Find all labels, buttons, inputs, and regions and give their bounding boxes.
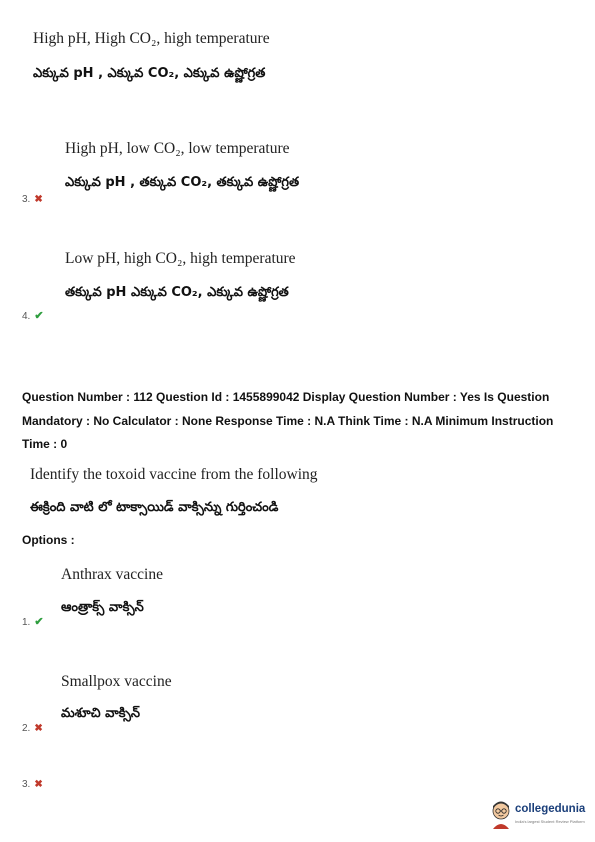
q-option-2-english: Smallpox vaccine [61,673,172,690]
q-option-3-number: 3. [22,779,31,790]
q-option-2-telugu: మశూచి వాక్సిన్ [61,706,140,721]
q-option-1-english: Anthrax vaccine [61,566,163,583]
option-4-marker [22,309,44,322]
wrong-cross-icon: ✖ [34,779,43,790]
q-option-3-marker [22,779,43,790]
correct-check-icon: ✔ [34,616,44,628]
option-2-english: High pH, High CO₂, high temperature [33,30,270,47]
question-meta-line-3: Time : 0 [22,437,68,451]
q-option-2-number: 2. [22,723,31,734]
option-4-english: Low pH, high CO₂, high temperature [65,250,296,267]
options-label: Options : [22,533,75,547]
q-option-1-telugu: ఆంత్రాక్స్ వాక్సిన్ [61,600,144,615]
logo-tagline: India's largest Student Review Platform [515,819,585,824]
correct-check-icon: ✔ [34,310,44,322]
wrong-cross-icon: ✖ [34,194,43,205]
option-3-english: High pH, low CO₂, low temperature [65,140,290,157]
q-option-2-marker [22,723,43,734]
option-2-telugu: ఎక్కువ pH , ఎక్కువ CO₂, ఎక్కువ ఉష్ణోగ్రత [33,66,266,81]
option-4-telugu: తక్కువ pH ఎక్కువ CO₂, ఎక్కువ ఉష్ణోగ్రత [65,285,289,300]
question-text-english: Identify the toxoid vaccine from the following [30,466,318,483]
question-text-telugu: ఈక్రింది వాటి లో టాక్సాయిడ్ వాక్సిన్ను గుర్తించండి [30,500,279,515]
student-mascot-icon [489,800,513,830]
option-3-number: 3. [22,194,31,205]
logo-wordmark: collegedunia [515,803,586,815]
collegedunia-logo [489,800,589,834]
option-3-telugu: ఎక్కువ pH , తక్కువ CO₂, తక్కువ ఉష్ణోగ్రత [65,175,300,190]
q-option-1-number: 1. [22,617,31,628]
option-3-marker [22,194,43,205]
question-meta-line-2: Mandatory : No Calculator : None Response Time : N.A Think Time : N.A Minimum Instruction [22,414,554,428]
wrong-cross-icon: ✖ [34,723,43,734]
question-meta-line-1: Question Number : 112 Question Id : 1455899042 Display Question Number : Yes Is Question [22,390,550,404]
option-4-number: 4. [22,311,31,322]
q-option-1-marker [22,615,44,628]
